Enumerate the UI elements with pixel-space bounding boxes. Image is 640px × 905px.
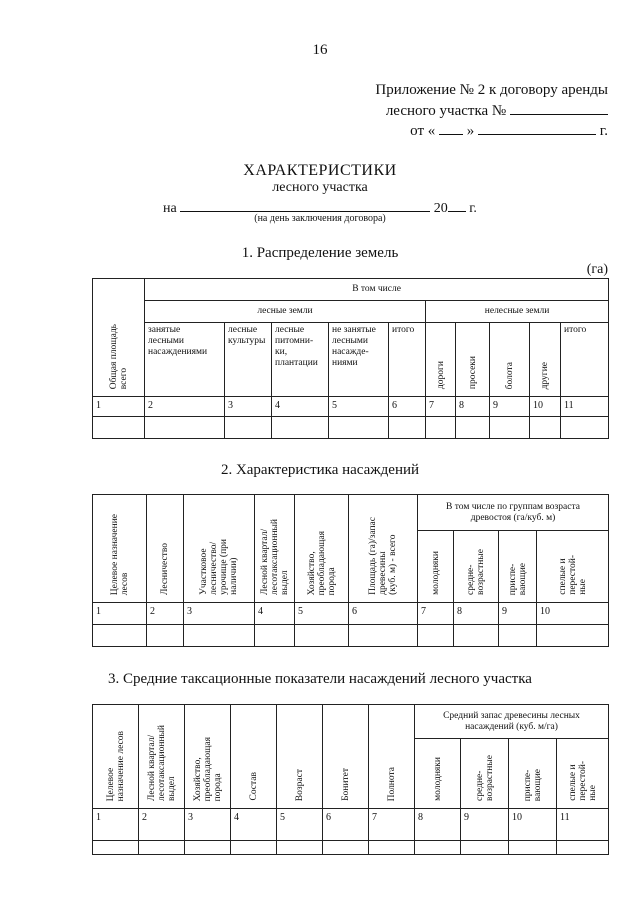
page-number: 16 [312,42,328,58]
col-clearings: просеки [456,323,490,397]
table-row [93,603,609,625]
empty-cell[interactable] [349,625,418,647]
date-note: (на день заключения договора) [254,213,386,224]
col-area-stock: Площадь (га)/запас древесины (куб. м) - всего [349,495,418,603]
col-total-area: Общая площадь всего [93,279,145,397]
appendix-line-3 [410,120,608,141]
col-mature: спелые и перестой- ные [537,531,609,603]
column-number: 4 [272,397,329,417]
empty-cell[interactable] [329,417,389,439]
empty-cell[interactable] [185,841,231,855]
empty-cell[interactable] [93,417,145,439]
taxation-table [92,704,609,855]
appendix-date-close: » [466,123,475,139]
year-blank [448,197,466,212]
avg-stock-header: Средний запас древесины лесных насаждений (куб. м/га) [415,705,609,739]
date-prefix: на [163,201,177,216]
appendix-contract-label: лесного участка № [385,103,507,119]
col-unforested: не занятые лесными насажде- ниями [329,323,389,397]
empty-cell[interactable] [93,841,139,855]
column-number: 2 [139,809,185,841]
column-number: 5 [277,809,323,841]
empty-cell[interactable] [530,417,561,439]
col-block: Лесной квартал/ лесотаксационный выдел [139,705,185,809]
col-mature: спелые и перестой- ные [557,739,609,809]
column-number: 8 [415,809,461,841]
column-number: 6 [389,397,426,417]
column-number: 11 [557,809,609,841]
col-swamps: болота [490,323,530,397]
col-young: молодняки [415,739,461,809]
empty-cell[interactable] [145,417,225,439]
column-number: 7 [418,603,454,625]
empty-cell[interactable] [184,625,255,647]
col-purpose: Целевое назначение лесов [93,705,139,809]
col-site-class: Бонитет [323,705,369,809]
column-number: 10 [530,397,561,417]
empty-cell[interactable] [323,841,369,855]
column-number: 7 [369,809,415,841]
column-number: 11 [561,397,609,417]
col-nonforest-total: итого [561,323,609,397]
date-month-blank [478,120,596,135]
empty-cell[interactable] [490,417,530,439]
col-roads: дороги [426,323,456,397]
column-number: 8 [456,397,490,417]
empty-cell[interactable] [509,841,557,855]
column-number: 3 [185,809,231,841]
column-number: 7 [426,397,456,417]
stands-table [92,494,609,647]
column-number: 1 [93,809,139,841]
col-forest-cultures: лесные культуры [225,323,272,397]
column-number: 10 [537,603,609,625]
contract-number-blank [510,100,608,115]
empty-cell[interactable] [415,841,461,855]
col-forestry: Лесничество [147,495,184,603]
section-1-title: 1. Распределение земель [241,245,399,261]
empty-cell[interactable] [93,625,147,647]
empty-cell[interactable] [139,841,185,855]
col-purpose: Целевое назначение лесов [93,495,147,603]
column-number: 9 [490,397,530,417]
col-maturing: приспе- вающие [499,531,537,603]
section-3-title: 3. Средние таксационные показатели насаждений лесного участка [108,671,532,687]
col-composition: Состав [231,705,277,809]
age-group-header: В том числе по группам возраста древостоя (га/куб. м) [418,495,609,531]
col-density: Полнота [369,705,415,809]
empty-cell[interactable] [277,841,323,855]
empty-cell[interactable] [255,625,295,647]
col-other: другие [530,323,561,397]
forest-lands-header: лесные земли [145,301,426,323]
empty-cell[interactable] [561,417,609,439]
date-blank [180,197,430,212]
date-year: 20 [433,201,448,216]
col-forest-total: итого [389,323,426,397]
empty-cell[interactable] [147,625,184,647]
table-row [93,809,609,841]
col-forested: занятые лесными насаждениями [145,323,225,397]
col-middle-aged: средне- возрастные [454,531,499,603]
doc-subtitle: лесного участка [272,180,368,195]
col-dominant-species: Хозяйство, преобладающая порода [295,495,349,603]
in-total-header: В том числе [145,279,609,301]
col-middle-aged: средне- возрастные [461,739,509,809]
column-number: 5 [295,603,349,625]
empty-cell[interactable] [272,417,329,439]
table-row [93,841,609,855]
column-number: 10 [509,809,557,841]
empty-cell[interactable] [369,841,415,855]
col-age: Возраст [277,705,323,809]
table-row [93,625,609,647]
appendix-line-1: Приложение № 2 к договору аренды [375,82,608,98]
col-block: Лесной квартал/ лесотаксационный выдел [255,495,295,603]
empty-cell[interactable] [456,417,490,439]
doc-title: ХАРАКТЕРИСТИКИ [243,162,397,179]
column-number: 6 [323,809,369,841]
column-number: 4 [255,603,295,625]
appendix-line-2 [386,100,608,121]
nonforest-lands-header: нелесные земли [426,301,609,323]
column-number: 8 [454,603,499,625]
empty-cell[interactable] [426,417,456,439]
appendix-date-open: от « [410,123,436,139]
col-maturing: приспе- вающие [509,739,557,809]
column-number: 2 [147,603,184,625]
col-young: молодняки [418,531,454,603]
column-number: 1 [93,397,145,417]
empty-cell[interactable] [557,841,609,855]
date-day-blank [439,120,463,135]
section-2-title: 2. Характеристика насаждений [220,462,420,478]
column-number: 6 [349,603,418,625]
table-row [93,417,609,439]
empty-cell[interactable] [231,841,277,855]
empty-cell[interactable] [295,625,349,647]
land-distribution-table [92,278,609,439]
col-nurseries: лесные питомни- ки, плантации [272,323,329,397]
column-number: 9 [461,809,509,841]
column-number: 1 [93,603,147,625]
col-district-forestry: Участковое лесничество/ урочище (при наличии) [184,495,255,603]
date-suffix: г. [469,201,477,216]
appendix-date-year: г. [599,123,608,139]
column-number: 9 [499,603,537,625]
column-number: 4 [231,809,277,841]
section-1-unit: (га) [586,262,608,277]
column-number: 3 [184,603,255,625]
column-number: 5 [329,397,389,417]
empty-cell[interactable] [499,625,537,647]
table-row [93,397,609,417]
column-number: 3 [225,397,272,417]
empty-cell[interactable] [418,625,454,647]
empty-cell[interactable] [537,625,609,647]
empty-cell[interactable] [461,841,509,855]
empty-cell[interactable] [225,417,272,439]
column-number: 2 [145,397,225,417]
empty-cell[interactable] [454,625,499,647]
col-dominant-species: Хозяйство, преобладающая порода [185,705,231,809]
empty-cell[interactable] [389,417,426,439]
